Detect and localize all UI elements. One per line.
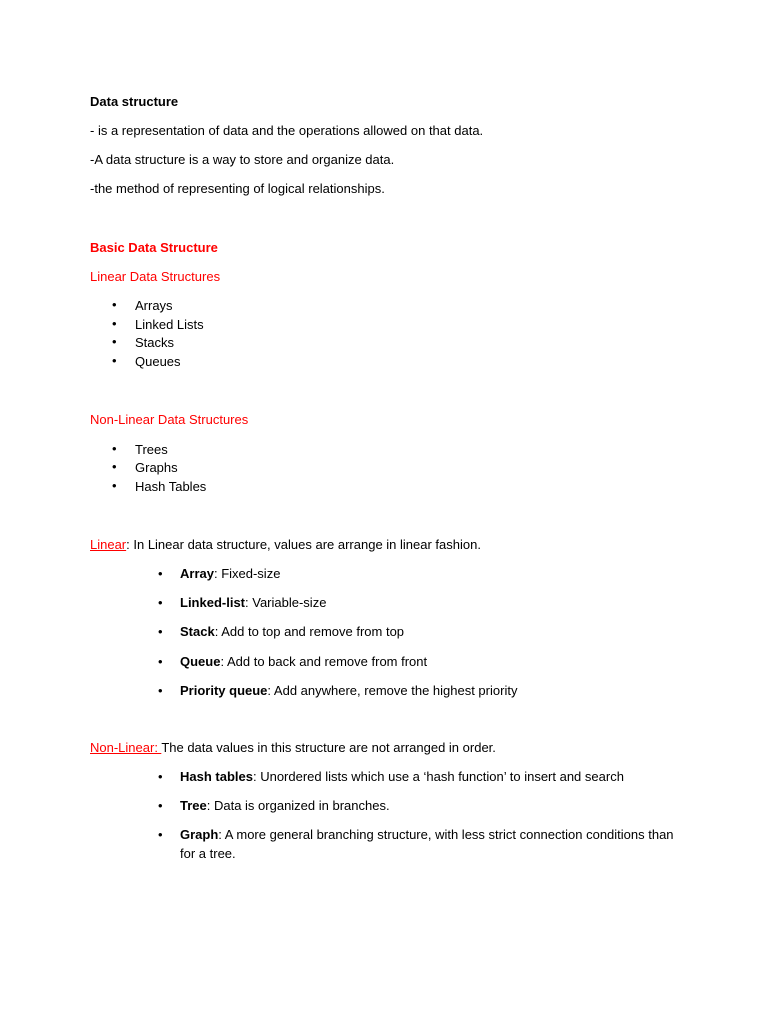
term: Graph	[180, 827, 219, 842]
list-item	[180, 827, 674, 843]
list-item	[180, 566, 280, 582]
linear-section-intro	[90, 537, 481, 553]
bullet: •	[112, 441, 117, 456]
description: : Fixed-size	[213, 566, 281, 581]
bullet: •	[158, 769, 163, 784]
description: : Add to back and remove from front	[220, 654, 428, 669]
nonlinear-intro-text: The data values in this structure are not arranged in order.	[161, 740, 496, 755]
list-item	[180, 654, 427, 670]
linear-heading: Linear Data Structures	[90, 269, 221, 284]
list-item-continuation: for a tree.	[180, 846, 236, 861]
bullet: •	[158, 595, 163, 610]
bullet: •	[158, 827, 163, 842]
list-item: Hash Tables	[135, 479, 207, 494]
description: : Add anywhere, remove the highest priority	[267, 683, 518, 698]
list-item	[180, 769, 624, 785]
linear-label: Linear	[90, 537, 127, 552]
list-item	[180, 624, 404, 640]
list-item: Linked Lists	[135, 317, 204, 332]
list-item: Queues	[135, 354, 181, 369]
description: : Unordered lists which use a ‘hash function’ to insert and search	[252, 769, 624, 784]
term: Priority queue	[180, 683, 268, 698]
list-item: Arrays	[135, 298, 173, 313]
doc-title: Data structure	[90, 94, 179, 109]
basic-heading: Basic Data Structure	[90, 240, 218, 255]
definition-line-3: -the method of representing of logical relationships.	[90, 181, 385, 196]
bullet: •	[112, 478, 117, 493]
list-item: Graphs	[135, 460, 178, 475]
term: Linked-list	[180, 595, 246, 610]
bullet: •	[112, 459, 117, 474]
nonlinear-heading: Non-Linear Data Structures	[90, 412, 249, 427]
list-item	[180, 595, 326, 611]
bullet: •	[112, 316, 117, 331]
bullet: •	[112, 353, 117, 368]
term: Tree	[180, 798, 207, 813]
list-item	[180, 683, 517, 699]
list-item: Stacks	[135, 335, 175, 350]
definition-line-2: -A data structure is a way to store and organize data.	[90, 152, 395, 167]
term: Queue	[180, 654, 221, 669]
description: : Data is organized in branches.	[206, 798, 390, 813]
list-item	[180, 798, 390, 814]
nonlinear-section-intro	[90, 740, 496, 756]
bullet: •	[158, 566, 163, 581]
term: Hash tables	[180, 769, 253, 784]
bullet: •	[112, 297, 117, 312]
bullet: •	[158, 798, 163, 813]
term: Stack	[180, 624, 215, 639]
linear-intro-text: : In Linear data structure, values are arrange in linear fashion.	[126, 537, 481, 552]
bullet: •	[112, 334, 117, 349]
description: : Variable-size	[245, 595, 327, 610]
bullet: •	[158, 654, 163, 669]
description: : Add to top and remove from top	[214, 624, 405, 639]
definition-line-1: - is a representation of data and the operations allowed on that data.	[90, 123, 484, 138]
bullet: •	[158, 683, 163, 698]
term: Array	[180, 566, 214, 581]
nonlinear-label: Non-Linear:	[90, 740, 162, 755]
bullet: •	[158, 624, 163, 639]
list-item: Trees	[135, 442, 168, 457]
description: : A more general branching structure, with less strict connection conditions than	[218, 827, 674, 842]
